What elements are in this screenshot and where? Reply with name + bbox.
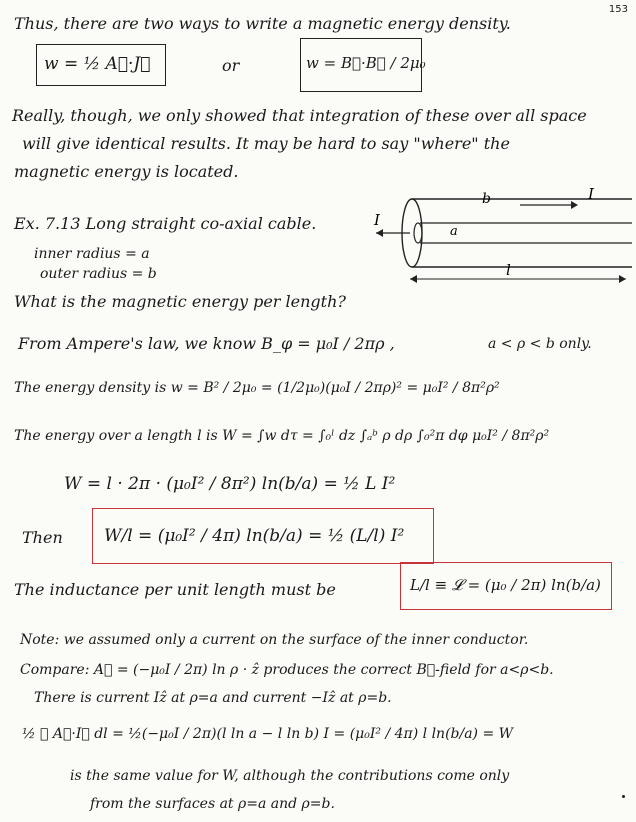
label-a: a [450, 224, 458, 239]
energy-density-line: The energy density is w = B² / 2μ₀ = (1/2μ₀)(μ₀I / 2πρ)² = μ₀I² / 8π²ρ² [14, 380, 500, 396]
question-line [14, 292, 346, 312]
left-arrowhead [376, 229, 383, 237]
inductance-eq: L/l ≡ 𝓛 = (μ₀ / 2π) ln(b/a) [410, 576, 601, 594]
note-line: Note: we assumed only a current on the surface of the inner conductor. [20, 632, 529, 648]
length-arrow-right [619, 275, 626, 283]
closing-line-1: is the same value for W, although the contributions come only [70, 768, 510, 784]
para-line-1: Really, though, we only showed that integration of these over all space [12, 106, 587, 125]
W-result: W = l · 2π · (μ₀I² / 8π²) ln(b/a) = ½ L I² [64, 474, 396, 494]
energy-length-line: The energy over a length l is W = ∫w dτ = ∫₀ˡ dz ∫ₐᵇ ρ dρ ∫₀²π dφ μ₀I² / 8π²ρ² [14, 428, 550, 444]
outer-radius: outer radius = b [40, 266, 157, 282]
ampere-line: From Ampere's law, we know B_φ = μ₀I / 2πρ , [18, 334, 395, 353]
intro-line: Thus, there are two ways to write a magnetic energy density. [14, 14, 511, 33]
energy-density-eq-1: w = ½ A⃗·J⃗ [44, 54, 151, 74]
label-l: l [506, 261, 511, 279]
para-line-3: magnetic energy is located. [14, 162, 239, 181]
currents-line: There is current Iẑ at ρ=a and current −Iẑ at ρ=b. [34, 690, 392, 706]
ampere-condition: a < ρ < b only. [488, 336, 592, 352]
inductance-text: The inductance per unit length must be [14, 580, 336, 599]
label-b: b [482, 191, 491, 207]
energy-density-eq-2: w = B⃗·B⃗ / 2μ₀ [306, 54, 426, 72]
then-label: Then [22, 528, 63, 547]
coax-cable-diagram [370, 185, 632, 285]
corner-dot [622, 795, 625, 798]
compare-line: Compare: A⃗ = (−μ₀I / 2π) ln ρ · ẑ produces the correct B⃗-field for a<ρ<b. [20, 662, 554, 678]
then-eq: W/l = (μ₀I² / 4π) ln(b/a) = ½ (L/l) I² [104, 526, 405, 546]
top-arrowhead [571, 201, 578, 209]
closing-line-2: from the surfaces at ρ=a and ρ=b. [90, 796, 335, 812]
label-I-top: I [588, 185, 594, 203]
example-title: Ex. 7.13 Long straight co-axial cable. [14, 214, 317, 233]
para-line-2: will give identical results. It may be hard to say "where" the [22, 134, 510, 153]
integral-line: ½ ∮ A⃗·I⃗ dl = ½(−μ₀I / 2π)(l ln a − l ln b) I = (μ₀I² / 4π) l ln(b/a) = W [22, 726, 514, 742]
question-text: What is the magnetic energy per length? [14, 292, 346, 311]
length-arrow-left [410, 275, 417, 283]
label-I-left: I [374, 211, 380, 229]
or-text: or [222, 56, 240, 75]
inner-radius: inner radius = a [34, 246, 150, 262]
page-number: 153 [608, 4, 628, 15]
inner-ellipse [414, 223, 422, 243]
